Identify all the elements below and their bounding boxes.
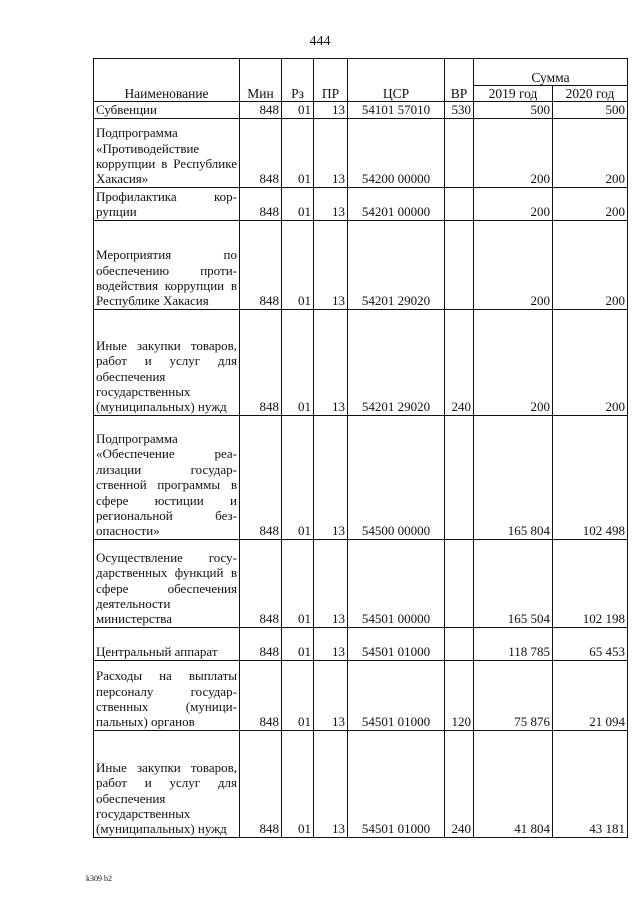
row-csr: 54501 00000 (348, 539, 445, 627)
header-2019: 2019 год (474, 86, 553, 102)
row-2019: 118 785 (474, 627, 553, 660)
row-min: 848 (240, 730, 282, 837)
table-row (94, 309, 628, 415)
row-2020: 21 094 (553, 660, 628, 730)
row-vr (445, 220, 474, 309)
row-name: Иные закупки товаров, работ и услуг для обеспечения государственных (муниципальных) нужд (94, 730, 240, 837)
row-pr: 13 (314, 415, 348, 539)
row-csr: 54501 01000 (348, 730, 445, 837)
row-rz: 01 (282, 187, 314, 220)
row-rz: 01 (282, 102, 314, 118)
row-name: Профилактика коррупции (94, 187, 240, 220)
row-min: 848 (240, 309, 282, 415)
row-2019: 165 804 (474, 415, 553, 539)
row-min: 848 (240, 187, 282, 220)
row-2020: 43 181 (553, 730, 628, 837)
row-name: Мероприятия по обеспечению противодействия коррупции в Республике Хакасия (94, 220, 240, 309)
row-vr (445, 118, 474, 187)
row-pr: 13 (314, 118, 348, 187)
row-2020: 200 (553, 118, 628, 187)
row-rz: 01 (282, 309, 314, 415)
table-row (94, 539, 628, 627)
row-rz: 01 (282, 118, 314, 187)
row-min: 848 (240, 627, 282, 660)
row-name: Центральный аппарат (94, 627, 240, 660)
table-row (94, 102, 628, 118)
row-vr (445, 539, 474, 627)
row-min: 848 (240, 220, 282, 309)
row-rz: 01 (282, 539, 314, 627)
row-csr: 54501 01000 (348, 627, 445, 660)
row-pr: 13 (314, 220, 348, 309)
header-rz: Рз (282, 59, 314, 102)
row-pr: 13 (314, 102, 348, 118)
header-pr: ПР (314, 59, 348, 102)
row-2019: 500 (474, 102, 553, 118)
row-csr: 54201 29020 (348, 220, 445, 309)
row-2020: 102 498 (553, 415, 628, 539)
budget-table (93, 58, 628, 838)
row-min: 848 (240, 539, 282, 627)
page-number: 444 (309, 34, 331, 49)
table-row (94, 730, 628, 837)
table-row (94, 660, 628, 730)
row-2019: 200 (474, 118, 553, 187)
row-pr: 13 (314, 187, 348, 220)
row-min: 848 (240, 118, 282, 187)
row-rz: 01 (282, 220, 314, 309)
header-2020: 2020 год (553, 86, 628, 102)
row-pr: 13 (314, 627, 348, 660)
row-min: 848 (240, 660, 282, 730)
row-2020: 200 (553, 309, 628, 415)
row-csr: 54501 01000 (348, 660, 445, 730)
row-rz: 01 (282, 627, 314, 660)
row-name: Подпрограмма «Противодействие коррупции в Республике Хакасия» (94, 118, 240, 187)
row-csr: 54200 00000 (348, 118, 445, 187)
row-name: Подпрограмма «Обеспечение реализации государственной программы в сфере юстиции и региональной безопасности» (94, 415, 240, 539)
header-name: Наименование (94, 59, 240, 102)
row-rz: 01 (282, 730, 314, 837)
row-name: Субвенции (94, 102, 240, 118)
table-row (94, 627, 628, 660)
row-vr (445, 627, 474, 660)
row-2019: 75 876 (474, 660, 553, 730)
row-2020: 65 453 (553, 627, 628, 660)
row-name: Осуществление государственных функций в сфере обеспечения деятельности министерства (94, 539, 240, 627)
row-name: Расходы на выплаты персоналу государственных (муниципальных) органов (94, 660, 240, 730)
row-vr: 240 (445, 309, 474, 415)
row-pr: 13 (314, 539, 348, 627)
row-rz: 01 (282, 415, 314, 539)
row-2019: 165 504 (474, 539, 553, 627)
row-csr: 54201 29020 (348, 309, 445, 415)
table-row (94, 415, 628, 539)
row-2019: 200 (474, 309, 553, 415)
row-rz: 01 (282, 660, 314, 730)
row-pr: 13 (314, 309, 348, 415)
footer-code: k309 b2 (86, 874, 112, 883)
row-csr: 54500 00000 (348, 415, 445, 539)
row-vr: 120 (445, 660, 474, 730)
row-vr (445, 187, 474, 220)
header-min: Мин (240, 59, 282, 102)
row-2020: 500 (553, 102, 628, 118)
row-csr: 54201 00000 (348, 187, 445, 220)
row-min: 848 (240, 415, 282, 539)
header-csr: ЦСР (348, 59, 445, 102)
row-2019: 41 804 (474, 730, 553, 837)
table-row (94, 220, 628, 309)
header-sum: Сумма (474, 59, 628, 86)
row-pr: 13 (314, 660, 348, 730)
table-row (94, 118, 628, 187)
row-2019: 200 (474, 187, 553, 220)
row-2020: 200 (553, 187, 628, 220)
row-name: Иные закупки товаров, работ и услуг для обеспечения государственных (муниципальных) нужд (94, 309, 240, 415)
header-vr: ВР (445, 59, 474, 102)
row-vr: 530 (445, 102, 474, 118)
row-csr: 54101 57010 (348, 102, 445, 118)
row-min: 848 (240, 102, 282, 118)
row-vr (445, 415, 474, 539)
row-pr: 13 (314, 730, 348, 837)
row-2020: 102 198 (553, 539, 628, 627)
table-row (94, 187, 628, 220)
row-vr: 240 (445, 730, 474, 837)
table-body (94, 102, 628, 837)
header-row-top (94, 59, 628, 86)
row-2019: 200 (474, 220, 553, 309)
row-2020: 200 (553, 220, 628, 309)
